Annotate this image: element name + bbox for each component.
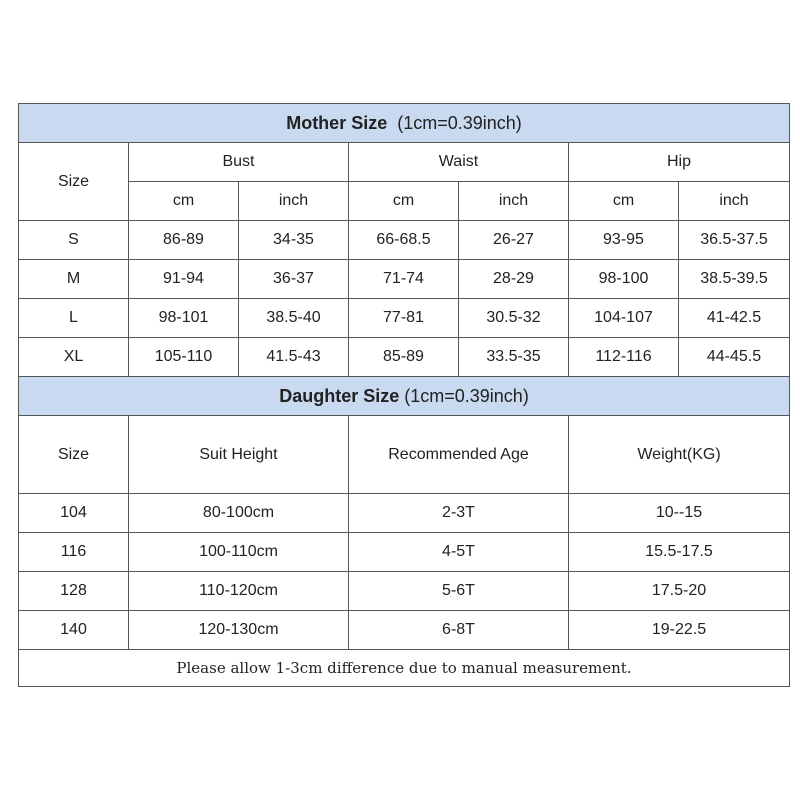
mother-cell: 26-27 [459, 221, 569, 260]
measurement-note: Please allow 1-3cm difference due to manual measurement. [19, 650, 790, 687]
mother-size-header: Size [19, 143, 129, 221]
size-chart-table [18, 103, 790, 687]
daughter-cell: 100-110cm [129, 533, 349, 572]
mother-cell: 71-74 [349, 260, 459, 299]
mother-row [19, 299, 790, 338]
bust-header: Bust [129, 143, 349, 182]
daughter-header-row [19, 416, 790, 494]
daughter-row [19, 533, 790, 572]
hip-header: Hip [569, 143, 790, 182]
waist-header: Waist [349, 143, 569, 182]
mother-cell: L [19, 299, 129, 338]
daughter-header: Suit Height [129, 416, 349, 494]
mother-cell: 33.5-35 [459, 338, 569, 377]
daughter-header: Weight(KG) [569, 416, 790, 494]
mother-size-title-bold: Mother Size [286, 112, 388, 133]
mother-cell: 44-45.5 [679, 338, 790, 377]
daughter-cell: 19-22.5 [569, 611, 790, 650]
mother-row [19, 260, 790, 299]
daughter-cell: 10--15 [569, 494, 790, 533]
mother-unit-header-row [19, 182, 790, 221]
unit-header: inch [459, 182, 569, 221]
mother-cell: 41-42.5 [679, 299, 790, 338]
unit-header: inch [239, 182, 349, 221]
mother-size-title [19, 104, 790, 143]
mother-cell: S [19, 221, 129, 260]
daughter-size-title-note: (1cm=0.39inch) [404, 385, 529, 406]
mother-cell: 104-107 [569, 299, 679, 338]
mother-cell: 36.5-37.5 [679, 221, 790, 260]
mother-cell: 36-37 [239, 260, 349, 299]
mother-cell: 38.5-39.5 [679, 260, 790, 299]
daughter-cell: 116 [19, 533, 129, 572]
mother-size-title-note: (1cm=0.39inch) [397, 112, 522, 133]
mother-cell: 91-94 [129, 260, 239, 299]
mother-cell: 93-95 [569, 221, 679, 260]
mother-cell: 98-100 [569, 260, 679, 299]
daughter-row [19, 494, 790, 533]
daughter-header: Size [19, 416, 129, 494]
daughter-cell: 15.5-17.5 [569, 533, 790, 572]
daughter-row [19, 572, 790, 611]
mother-cell: 38.5-40 [239, 299, 349, 338]
daughter-cell: 140 [19, 611, 129, 650]
mother-cell: 105-110 [129, 338, 239, 377]
unit-header: cm [349, 182, 459, 221]
mother-row [19, 338, 790, 377]
mother-cell: 85-89 [349, 338, 459, 377]
daughter-cell: 6-8T [349, 611, 569, 650]
mother-row [19, 221, 790, 260]
daughter-cell: 80-100cm [129, 494, 349, 533]
mother-cell: 66-68.5 [349, 221, 459, 260]
unit-header: cm [569, 182, 679, 221]
mother-cell: 41.5-43 [239, 338, 349, 377]
daughter-size-title-bold: Daughter Size [279, 385, 400, 406]
daughter-cell: 4-5T [349, 533, 569, 572]
daughter-cell: 5-6T [349, 572, 569, 611]
mother-cell: 28-29 [459, 260, 569, 299]
daughter-size-title-row [19, 377, 790, 416]
mother-cell: 112-116 [569, 338, 679, 377]
daughter-cell: 120-130cm [129, 611, 349, 650]
mother-group-header-row [19, 143, 790, 182]
daughter-cell: 128 [19, 572, 129, 611]
mother-cell: 34-35 [239, 221, 349, 260]
daughter-cell: 104 [19, 494, 129, 533]
mother-cell: XL [19, 338, 129, 377]
footer-note-row [19, 650, 790, 687]
mother-size-title-row [19, 104, 790, 143]
daughter-cell: 17.5-20 [569, 572, 790, 611]
daughter-row [19, 611, 790, 650]
daughter-cell: 2-3T [349, 494, 569, 533]
daughter-cell: 110-120cm [129, 572, 349, 611]
unit-header: cm [129, 182, 239, 221]
unit-header: inch [679, 182, 790, 221]
mother-cell: 30.5-32 [459, 299, 569, 338]
mother-cell: 77-81 [349, 299, 459, 338]
mother-cell: M [19, 260, 129, 299]
mother-cell: 86-89 [129, 221, 239, 260]
mother-cell: 98-101 [129, 299, 239, 338]
daughter-size-title [19, 377, 790, 416]
daughter-header: Recommended Age [349, 416, 569, 494]
